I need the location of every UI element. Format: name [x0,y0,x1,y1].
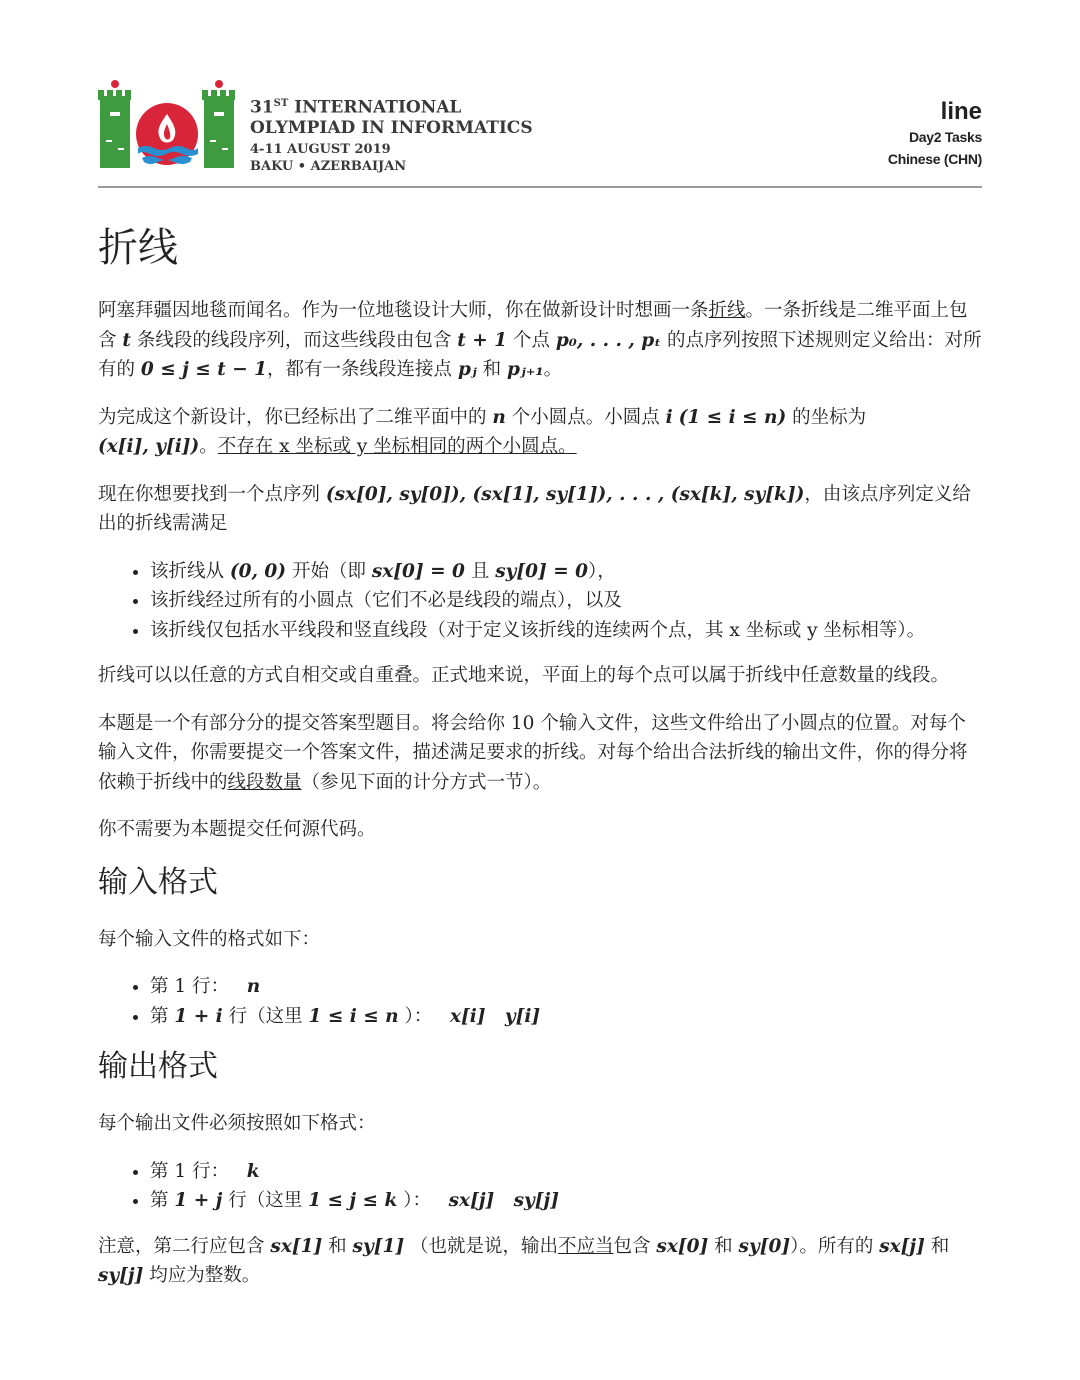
task-name: line [940,98,982,125]
olympiad-location: BAKU • AZERBAIJAN [250,158,407,174]
list-item: • 该折线从 (0, 0) 开始（即 sx[0] = 0 且 sy[0] = 0）， [150,557,982,587]
paragraph-intro: 阿塞拜疆因地毯而闻名。作为一位地毯设计大师，你在做新设计时想画一条折线。一条折线是二维平面上包含 t 条线段的线段序列，而这些线段由包含 t + 1 个点 p₀, . . . , pₜ 的点序列按照下述规则定义给出：对所有的 0 ≤ j ≤ t − 1，都有一条线段连接点 pⱼ 和 pⱼ₊₁。 [98,300,982,380]
task-day: Day2 Tasks [908,129,982,145]
input-format-list [98,972,982,1031]
list-item: • 第 1 行： k [150,1157,982,1187]
list-item: • 该折线经过所有的小圆点（它们不必是线段的端点），以及 [150,586,982,616]
statement-body [98,222,982,1309]
list-item: • 第 1 + j 行（这里 1 ≤ j ≤ k ）： sx[j] sy[j] [150,1186,982,1216]
input-format-heading: 输入格式 [98,864,218,900]
olympiad-title-line1: 31ST INTERNATIONAL [250,97,462,118]
paragraph-no-source: 你不需要为本题提交任何源代码。 [98,819,376,840]
header [98,78,982,186]
list-item: • 第 1 行： n [150,972,982,1002]
task-language: Chinese (CHN) [887,151,982,167]
paragraph-sequence: 现在你想要找到一个点序列 (sx[0], sy[0]), (sx[1], sy[1]), . . . , (sx[k], sy[k])，由该点序列定义给出的折线需满足 [98,483,971,534]
output-format-list [98,1157,982,1216]
list-item: • 第 1 + i 行（这里 1 ≤ i ≤ n ）： x[i] y[i] [150,1002,982,1032]
output-format-heading: 输出格式 [98,1049,218,1084]
olympiad-title-line2: OLYMPIAD IN INFORMATICS [250,117,533,138]
conditions-list [98,557,982,646]
output-format-intro: 每个输出文件必须按照如下格式： [98,1113,376,1134]
paragraph-output-only: 本题是一个有部分分的提交答案型题目。将会给你 10 个输入文件，这些文件给出了小圆点的位置。对每个输入文件，你需要提交一个答案文件，描述满足要求的折线。对每个给出合法折线的输出文件，你的得分将依赖于折线中的线段数量（参见下面的计分方式一节）。 [98,712,968,793]
olympiad-dates: 4-11 AUGUST 2019 [250,141,391,157]
paragraph-dots: 为完成这个新设计，你已经标出了二维平面中的 n 个小圆点。小圆点 i (1 ≤ i ≤ n) 的坐标为 (x[i], y[i])。不存在 x 坐标或 y 坐标相同的两个小圆点。 [98,406,867,457]
polyline-term: 折线 [708,300,746,321]
distinct-coords-note: 不存在 x 坐标或 y 坐标相同的两个小圆点。 [217,436,577,457]
paragraph-self-intersect: 折线可以以任意的方式自相交或自重叠。正式地来说，平面上的每个点可以属于折线中任意数量的线段。 [98,665,950,686]
segment-count-term: 线段数量 [227,771,302,793]
paragraph-output-note: 注意，第二行应包含 sx[1] 和 sy[1] （也就是说，输出不应当包含 sx[0] 和 sy[0]）。所有的 sx[j] 和 sy[j] 均应为整数。 [98,1235,950,1286]
input-format-intro: 每个输入文件的格式如下： [98,928,321,950]
page-title: 折线 [98,225,178,271]
list-item: • 该折线仅包括水平线段和竖直线段（对于定义该折线的连续两个点，其 x 坐标或 y 坐标相等）。 [150,616,982,646]
ioi-logo [98,78,238,170]
header-divider [98,186,982,188]
olympiad-info [250,94,533,175]
task-meta [888,98,982,170]
